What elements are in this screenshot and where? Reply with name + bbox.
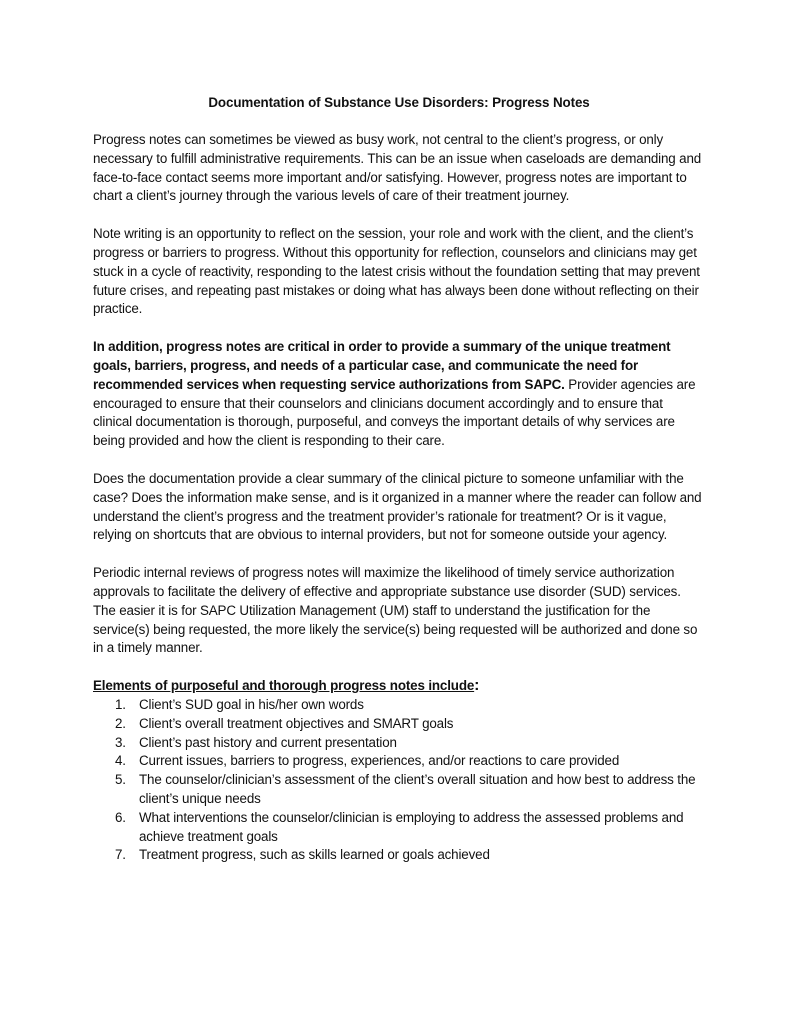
list-item-number: 6.	[115, 809, 126, 825]
list-heading-colon: :	[474, 677, 480, 695]
elements-list	[93, 696, 705, 865]
list-item-number: 5.	[115, 772, 126, 788]
list-item-text: Client’s past history and current presentation	[139, 734, 397, 750]
paragraph-internal-reviews: Periodic internal reviews of progress notes will maximize the likelihood of timely service authorization approvals to facilitate the delivery of effective and appropriate substance use disorder (SUD) services. The easier it is for SAPC Utilization Management (UM) staff to understand the justification for the service(s) being requested, the more likely the service(s) being requested will be authorized and done so in a timely manner.	[93, 565, 698, 656]
list-heading-text: Elements of purposeful and thorough progress notes include	[93, 678, 475, 694]
document-body	[93, 94, 705, 865]
list-item	[93, 771, 705, 809]
paragraph-critical-summary	[93, 338, 705, 451]
list-item-number: 3.	[115, 734, 126, 750]
list-item	[93, 734, 705, 753]
list-heading	[93, 677, 705, 696]
list-item-number: 2.	[115, 715, 126, 731]
paragraph-clear-summary: Does the documentation provide a clear summary of the clinical picture to someone unfamiliar with the case? Does the information make sense, and is it organized in a manner where the reader can follow and understand the client’s progress and the treatment provider’s rationale for treatment? Or is it vague, relying on shortcuts that are obvious to internal providers, but not for someone outside your agency.	[93, 470, 702, 543]
list-item	[93, 752, 705, 771]
paragraph-critical-summary-bold: In addition, progress notes are critical in order to provide a summary of the unique treatment goals, barriers, progress, and needs of a particular case, and communicate the need for recommended services when requesting service authorizations from SAPC.	[93, 339, 671, 392]
list-item-number: 4.	[115, 753, 126, 769]
document-title: Documentation of Substance Use Disorders: Progress Notes	[208, 95, 590, 110]
list-item-number: 1.	[115, 696, 126, 712]
paragraph-busy-work: Progress notes can sometimes be viewed as busy work, not central to the client’s progress, or only necessary to fulfill administrative requirements. This can be an issue when caseloads are demanding and face-to-face contact seems more important and/or satisfying. However, progress notes are important to chart a client’s journey through the various levels of care of their treatment journey.	[93, 132, 702, 204]
list-item	[93, 696, 705, 715]
list-item-number: 7.	[115, 847, 126, 863]
list-item-text: Client’s overall treatment objectives and SMART goals	[139, 715, 454, 731]
list-item	[93, 809, 705, 847]
paragraph-critical-summary-rest: Provider agencies are encouraged to ensure that their counselors and clinicians document accordingly and to ensure that clinical documentation is thorough, purposeful, and conveys the important details of why services are being provided and how the client is responding to their care.	[93, 376, 696, 449]
list-item	[93, 846, 705, 865]
paragraph-note-writing: Note writing is an opportunity to reflect on the session, your role and work with the client, and the client’s progress or barriers to progress. Without this opportunity for reflection, counselors and clinicians may get stuck in a cycle of reactivity, responding to the latest crisis without the foundation setting that may prevent future crises, and repeating past mistakes or doing what has always been done without reflecting on their practice.	[93, 226, 700, 317]
list-item-text: Client’s SUD goal in his/her own words	[139, 696, 364, 712]
list-item	[93, 715, 705, 734]
list-item-text: The counselor/clinician’s assessment of the client’s overall situation and how best to address the client’s unique needs	[139, 772, 696, 806]
list-item-text: Treatment progress, such as skills learned or goals achieved	[139, 847, 490, 863]
list-item-text: What interventions the counselor/clinician is employing to address the assessed problems and achieve treatment goals	[139, 809, 684, 844]
list-item-text: Current issues, barriers to progress, experiences, and/or reactions to care provided	[139, 753, 620, 769]
